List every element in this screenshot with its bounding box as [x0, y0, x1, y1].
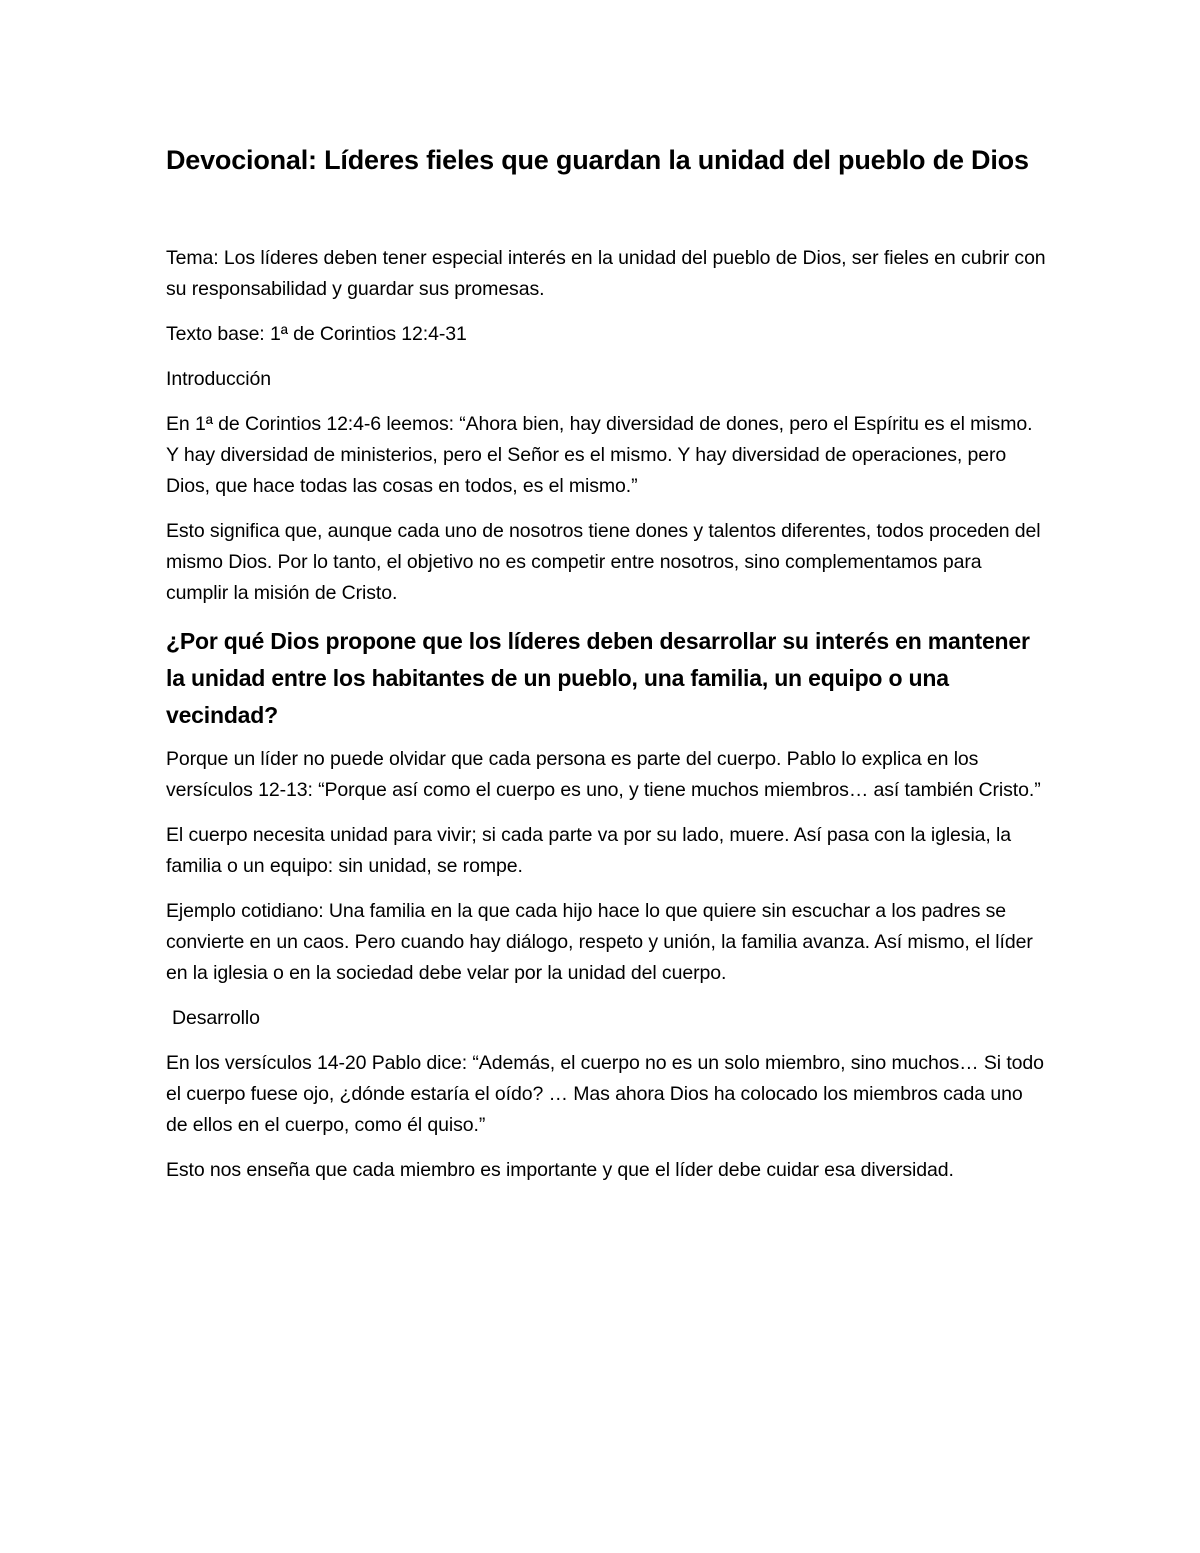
answer-paragraph-2: El cuerpo necesita unidad para vivir; si cada parte va por su lado, muere. Así pasa con la iglesia, la familia o un equipo: sin unidad, se rompe.	[166, 824, 1012, 877]
desarrollo-quote-paragraph: En los versículos 14-20 Pablo dice: “Además, el cuerpo no es un solo miembro, sino muchos… Si todo el cuerpo fuese ojo, ¿dónde estaría el oído? … Mas ahora Dios ha colocado los miembros cada uno de ellos en el cuerpo, como él quiso.”	[166, 1052, 1044, 1136]
question-heading: ¿Por qué Dios propone que los líderes deben desarrollar su interés en mantener la unidad entre los habitantes de un pueblo, una familia, un equipo o una vecindad?	[166, 628, 1030, 728]
intro-explanation-paragraph: Esto significa que, aunque cada uno de nosotros tiene dones y talentos diferentes, todos proceden del mismo Dios. Por lo tanto, el objetivo no es competir entre nosotros, sino complementamos para cumplir la misión de Cristo.	[166, 520, 1041, 604]
document-title: Devocional: Líderes fieles que guardan la unidad del pueblo de Dios	[166, 145, 1029, 175]
answer-paragraph-1: Porque un líder no puede olvidar que cada persona es parte del cuerpo. Pablo lo explica en los versículos 12-13: “Porque así como el cuerpo es uno, y tiene muchos miembros… así también Cristo.”	[166, 748, 1041, 801]
answer-paragraph-3: Ejemplo cotidiano: Una familia en la que cada hijo hace lo que quiere sin escuchar a los padres se convierte en un caos. Pero cuando hay diálogo, respeto y unión, la familia avanza. Así mismo, el líder en la iglesia o en la sociedad debe velar por la unidad del cuerpo.	[166, 900, 1033, 984]
intro-quote-paragraph: En 1ª de Corintios 12:4-6 leemos: “Ahora bien, hay diversidad de dones, pero el Espíritu es el mismo. Y hay diversidad de ministerios, pero el Señor es el mismo. Y hay diversidad de operaciones, pero Dios, que hace todas las cosas en todos, es el mismo.”	[166, 413, 1033, 497]
introduccion-heading: Introducción	[166, 368, 272, 390]
desarrollo-explanation-paragraph: Esto nos enseña que cada miembro es importante y que el líder debe cuidar esa diversidad.	[166, 1159, 954, 1181]
texto-base-line: Texto base: 1ª de Corintios 12:4-31	[166, 323, 467, 345]
tema-paragraph: Tema: Los líderes deben tener especial interés en la unidad del pueblo de Dios, ser fieles en cubrir con su responsabilidad y guardar sus promesas.	[166, 247, 1046, 300]
desarrollo-heading: Desarrollo	[172, 1007, 260, 1029]
document-body	[166, 140, 1046, 1200]
